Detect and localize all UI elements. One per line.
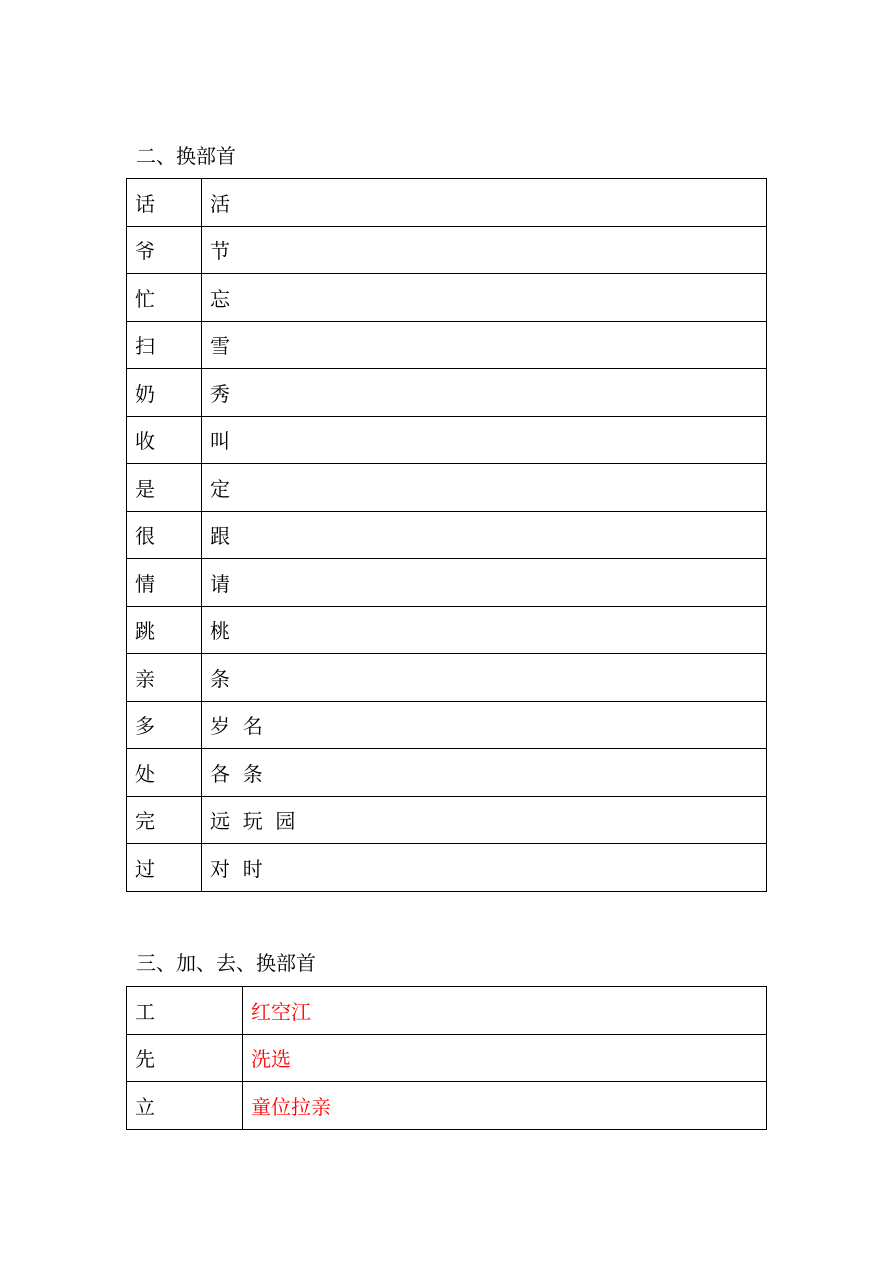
section-2-title: 二、换部首 (136, 144, 236, 168)
answer-chars: 请 (202, 559, 767, 607)
answer-chars: 各 条 (202, 749, 767, 797)
table-row (127, 369, 767, 417)
base-char: 处 (127, 749, 202, 797)
answer-chars: 对 时 (202, 844, 767, 892)
answer-chars: 岁 名 (202, 701, 767, 749)
base-char: 奶 (127, 369, 202, 417)
table-row (127, 274, 767, 322)
base-char: 工 (127, 987, 243, 1035)
table-row (127, 1034, 767, 1082)
add-remove-radical-table (126, 986, 767, 1130)
answer-chars: 跟 (202, 511, 767, 559)
table-row (127, 606, 767, 654)
answer-chars: 桃 (202, 606, 767, 654)
table-row (127, 987, 767, 1035)
table-row (127, 226, 767, 274)
base-char: 很 (127, 511, 202, 559)
table-row (127, 654, 767, 702)
answer-chars: 忘 (202, 274, 767, 322)
base-char: 多 (127, 701, 202, 749)
radical-swap-table (126, 178, 767, 892)
base-char: 立 (127, 1082, 243, 1130)
table-row (127, 559, 767, 607)
answer-chars: 叫 (202, 416, 767, 464)
base-char: 情 (127, 559, 202, 607)
answer-chars: 活 (202, 179, 767, 227)
base-char: 忙 (127, 274, 202, 322)
base-char: 话 (127, 179, 202, 227)
table-row (127, 796, 767, 844)
answer-chars: 雪 (202, 321, 767, 369)
base-char: 亲 (127, 654, 202, 702)
base-char: 是 (127, 464, 202, 512)
base-char: 爷 (127, 226, 202, 274)
table-row (127, 179, 767, 227)
base-char: 扫 (127, 321, 202, 369)
table-row (127, 511, 767, 559)
base-char: 过 (127, 844, 202, 892)
table-row (127, 844, 767, 892)
base-char: 跳 (127, 606, 202, 654)
answer-chars: 童位拉亲 (243, 1082, 767, 1130)
base-char: 收 (127, 416, 202, 464)
section-3-title: 三、加、去、换部首 (136, 951, 316, 975)
table-row (127, 416, 767, 464)
answer-chars: 秀 (202, 369, 767, 417)
table-row (127, 749, 767, 797)
table-row (127, 321, 767, 369)
answer-chars: 定 (202, 464, 767, 512)
table-row (127, 1082, 767, 1130)
base-char: 先 (127, 1034, 243, 1082)
answer-chars: 远 玩 园 (202, 796, 767, 844)
answer-chars: 洗选 (243, 1034, 767, 1082)
table-row (127, 464, 767, 512)
answer-chars: 节 (202, 226, 767, 274)
answer-chars: 条 (202, 654, 767, 702)
answer-chars: 红空江 (243, 987, 767, 1035)
base-char: 完 (127, 796, 202, 844)
table-row (127, 701, 767, 749)
